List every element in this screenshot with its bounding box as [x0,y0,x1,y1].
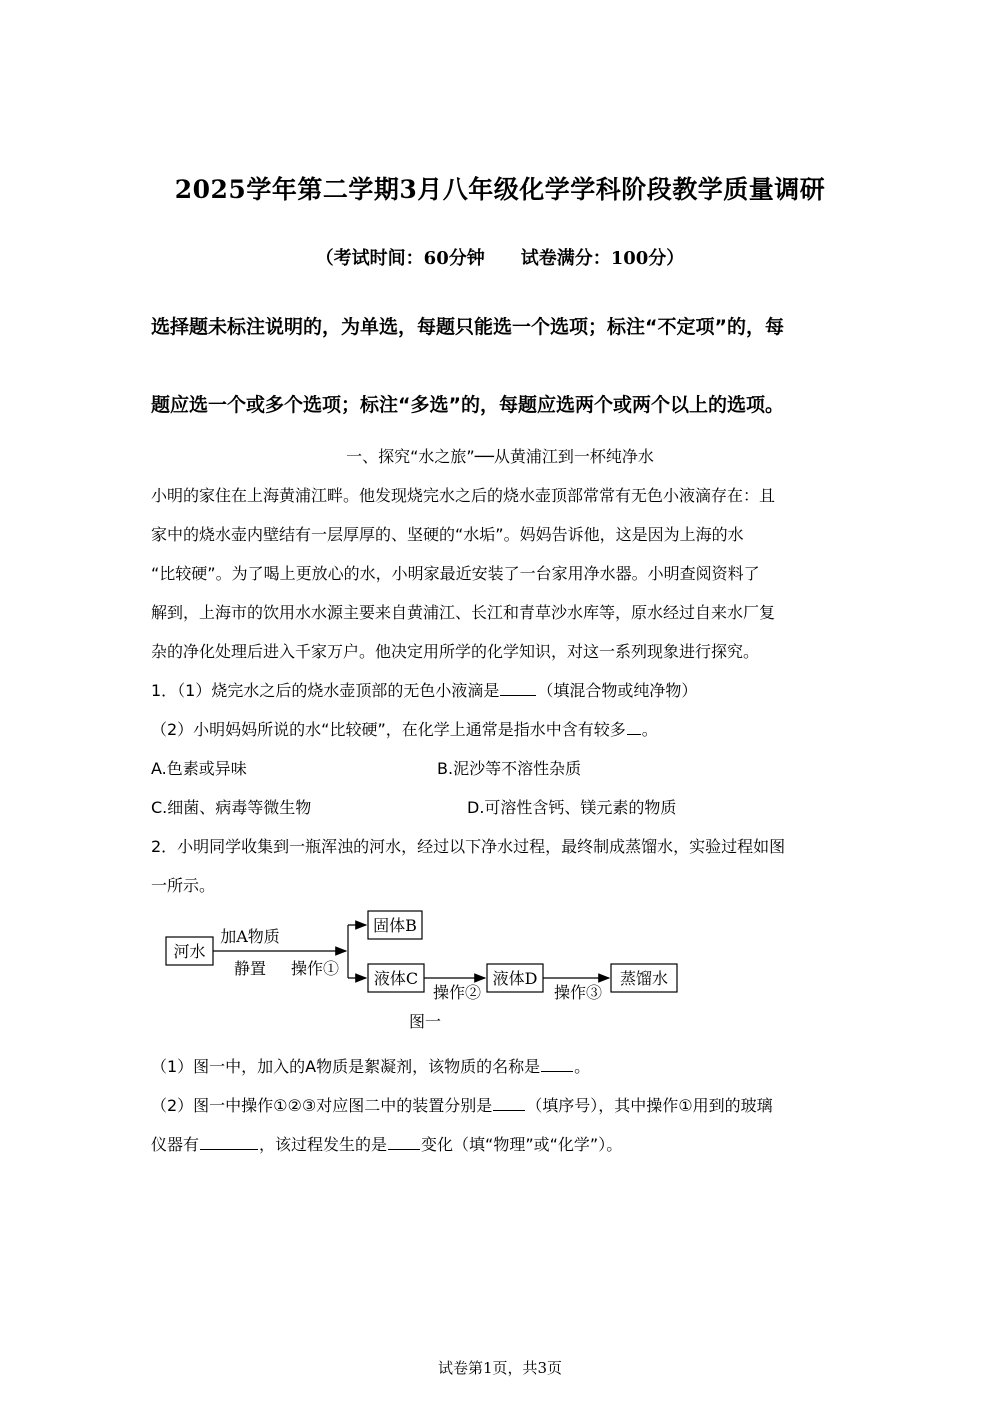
page-footer: 试卷第1页，共3页 [437,1359,563,1377]
exam-score: 试卷满分：100分） [520,248,685,269]
exam-info [0,244,1000,270]
passage-line: 解到，上海市的饮用水水源主要来自黄浦江、长江和青草沙水库等，原水经过自来水厂复 [151,603,776,622]
operation-2-label: 操作② [432,983,482,1002]
instructions-line-1: 选择题未标注说明的，为单选，每题只能选一个选项；标注“不定项”的，每 [151,316,784,338]
answer-blank[interactable] [500,680,536,696]
operation-3-label: 操作③ [553,983,603,1002]
answer-blank[interactable] [627,719,641,735]
passage-line: 小明的家住在上海黄浦江畔。他发现烧完水之后的烧水壶顶部常常有无色小液滴存在：且 [151,486,776,505]
question-1-part-1: 1．（1）烧完水之后的烧水壶顶部的无色小液滴是 （填混合物或纯净物） [151,681,698,700]
liquid-c-label: 液体C [373,969,419,988]
instructions-line-2: 题应选一个或多个选项；标注“多选”的，每题应选两个或两个以上的选项。 [151,394,784,416]
liquid-d-label: 液体D [492,969,538,988]
passage-line: 杂的净化处理后进入千家万户。他决定用所学的化学知识，对这一系列现象进行探究。 [151,642,760,661]
settle-label: 静置 [233,959,267,978]
question-2-sub-1: （1）图一中，加入的A物质是絮凝剂，该物质的名称是 。 [151,1057,591,1076]
question-2-line-2: 一所示。 [151,876,216,895]
operation-1-label: 操作① [290,959,340,978]
option-d: D.可溶性含钙、镁元素的物质 [467,798,677,817]
figure-1-caption: 图一 [408,1012,442,1031]
passage-line: “比较硬”。为了喝上更放心的水，小明家最近安装了一台家用净水器。小明查阅资料了 [151,564,760,583]
section-title: 一、探究“水之旅”──从黄浦江到一杯纯净水 [346,447,654,466]
page-title: 2025学年第二学期3月八年级化学学科阶段教学质量调研 [174,175,826,204]
question-2-sub-2: （2）图一中操作①②③对应图二中的装置分别是 （填序号），其中操作①用到的玻璃 [151,1096,773,1115]
add-substance-a-label: 加A物质 [220,927,280,946]
question-2-line-1: 2．小明同学收集到一瓶浑浊的河水，经过以下净水过程，最终制成蒸馏水，实验过程如图 [151,837,786,856]
option-b: B.泥沙等不溶性杂质 [437,759,582,778]
exam-time: （考试时间：60分钟 [315,248,485,269]
question-2-sub-2-line-2: 仪器有 ，该过程发生的是 变化（填“物理”或“化学”）。 [151,1135,623,1154]
solid-b-label: 固体B [373,916,417,935]
question-1-part-2: （2）小明妈妈所说的水“比较硬”，在化学上通常是指水中含有较多 。 [151,720,658,739]
river-water-label: 河水 [173,942,206,961]
answer-blank[interactable] [541,1056,573,1072]
distilled-water-label: 蒸馏水 [619,969,669,988]
answer-blank[interactable] [493,1095,525,1111]
answer-blank[interactable] [200,1134,258,1150]
option-c: C.细菌、病毒等微生物 [151,798,312,817]
figure-1-flowchart [150,900,710,1040]
passage-line: 家中的烧水壶内壁结有一层厚厚的、坚硬的“水垢”。妈妈告诉他，这是因为上海的水 [151,525,744,544]
option-a: A.色素或异味 [151,759,247,778]
answer-blank[interactable] [388,1134,420,1150]
